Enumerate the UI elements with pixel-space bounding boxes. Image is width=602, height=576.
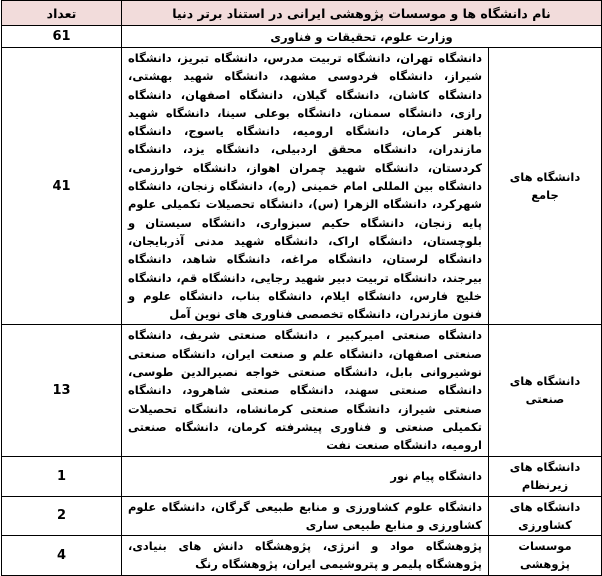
name-column-header: نام دانشگاه ها و موسسات پژوهشی ایرانی در استناد برتر دنیا (122, 1, 602, 26)
count-cell: 41 (2, 48, 122, 325)
ministry-cell: وزارت علوم، تحقیقات و فناوری (122, 26, 602, 48)
category-cell: دانشگاه های جامع (489, 48, 602, 325)
count-cell: 4 (2, 536, 122, 576)
table-row (2, 496, 602, 536)
table-row (2, 48, 602, 325)
count-cell: 13 (2, 325, 122, 456)
count-cell: 2 (2, 496, 122, 536)
count-cell: 1 (2, 456, 122, 496)
table-row (2, 325, 602, 456)
university-list-cell: دانشگاه صنعتی امیرکبیر ، دانشگاه صنعتی شریف، دانشگاه صنعتی اصفهان، دانشگاه علم و صنعت ایران، دانشگاه صنعتی نوشیروانی بابل، دانشگاه صنعتی خواجه نصیرالدین طوسی، دانشگاه صنعتی سهند، دانشگاه صنعتی شاهرود، دانشگاه صنعتی شیراز، دانشگاه صنعتی کرمانشاه، دانشگاه تحصیلات تکمیلی صنعتی و فناوری پیشرفته کرمان، دانشگاه صنعتی ارومیه، دانشگاه صنعت نفت (122, 325, 489, 456)
universities-table (1, 0, 602, 576)
category-cell: دانشگاه های کشاورزی (489, 496, 602, 536)
university-list-cell: دانشگاه علوم کشاورزی و منابع طبیعی گرگان، دانشگاه علوم کشاورزی و منابع طبیعی ساری (122, 496, 489, 536)
count-cell: 61 (2, 26, 122, 48)
header-row (2, 1, 602, 26)
category-cell: دانشگاه های صنعتی (489, 325, 602, 456)
university-list-cell: دانشگاه پیام نور (122, 456, 489, 496)
count-column-header: تعداد (2, 1, 122, 26)
table-row (2, 536, 602, 576)
university-list-cell: دانشگاه تهران، دانشگاه تربیت مدرس، دانشگاه تبریز، دانشگاه شیراز، دانشگاه فردوسی مشهد، دانشگاه شهید بهشتی، دانشگاه کاشان، دانشگاه گیلان، دانشگاه اصفهان، دانشگاه رازی، دانشگاه سمنان، دانشگاه بوعلی سینا، دانشگاه شهید باهنر کرمان، دانشگاه ارومیه، دانشگاه یاسوج، دانشگاه مازندران، دانشگاه محقق اردبیلی، دانشگاه یزد، دانشگاه کردستان، دانشگاه شهید چمران اهواز، دانشگاه خوارزمی، دانشگاه بین المللی امام خمینی (ره)، دانشگاه زنجان، دانشگاه شهرکرد، دانشگاه الزهرا (س)، دانشگاه تحصیلات تکمیلی علوم پایه زنجان، دانشگاه حکیم سبزواری، دانشگاه سیستان و بلوچستان، دانشگاه اراک، دانشگاه شهید مدنی آذربایجان، دانشگاه لرستان، دانشگاه مراغه، دانشگاه شاهد، دانشگاه بیرجند، دانشگاه تربیت دبیر شهید رجایی، دانشگاه قم، دانشگاه خلیج فارس، دانشگاه ایلام، دانشگاه بناب، دانشگاه علوم و فنون مازندران، دانشگاه تخصصی فناوری های نوین آمل (122, 48, 489, 325)
table-row (2, 456, 602, 496)
university-list-cell: پژوهشگاه مواد و انرژی، پژوهشگاه دانش های بنیادی، پژوهشگاه پلیمر و پتروشیمی ایران، پژوهشگاه رنگ (122, 536, 489, 576)
category-cell: دانشگاه های زیرنظام (489, 456, 602, 496)
category-cell: موسسات پژوهشی (489, 536, 602, 576)
table-row (2, 26, 602, 48)
